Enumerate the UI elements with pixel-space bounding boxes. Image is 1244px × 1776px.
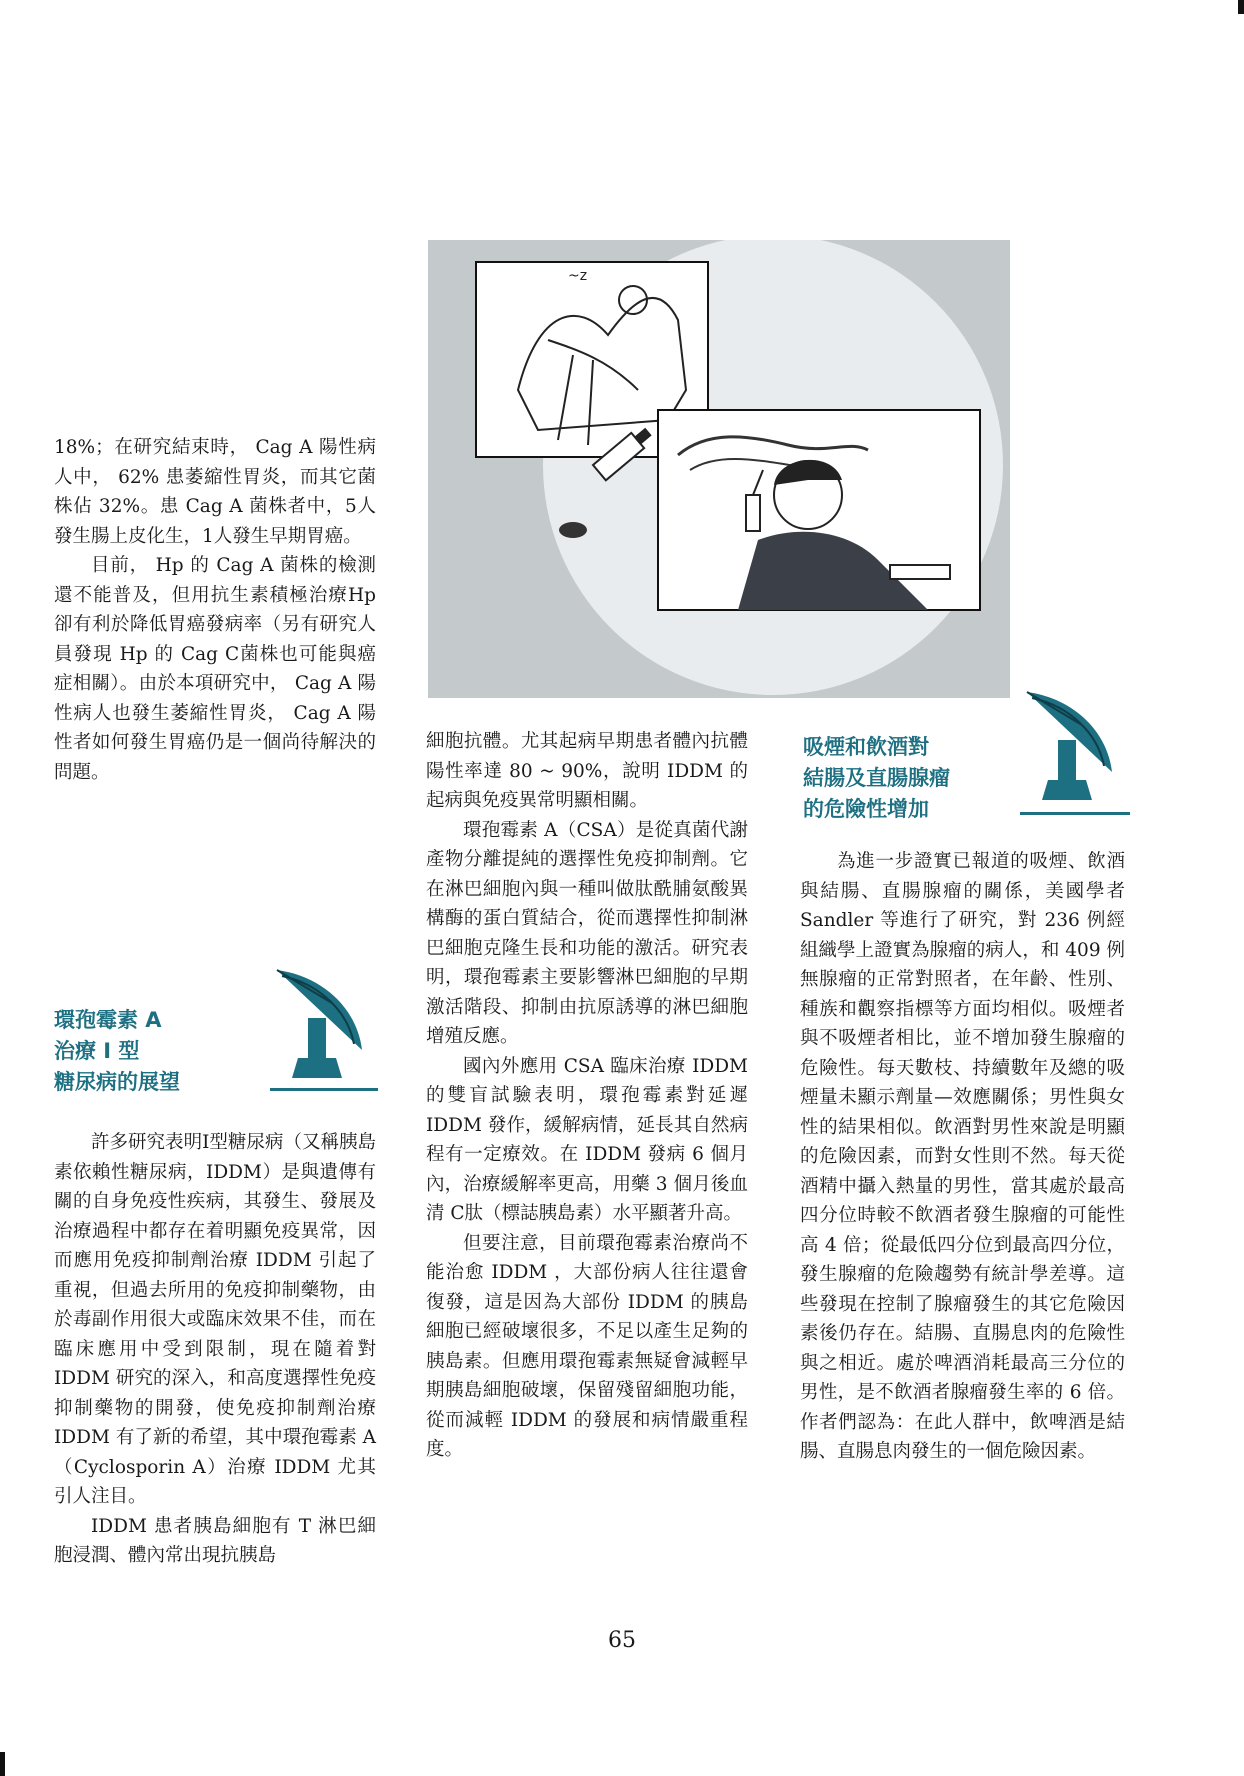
illustration-art <box>428 240 1010 698</box>
scan-mark-top-right <box>1238 0 1244 14</box>
illustration <box>428 240 1010 698</box>
paragraph: 目前， Hp 的 Cag A 菌株的檢測還不能普及，但用抗生素積極治療Hp卻有利於降低胃癌發病率（另有研究人員發現 Hp 的 Cag C菌株也可能與癌症相關）。由於本項研究中， Cag A 陽性病人也發生萎縮性胃炎， Cag A 陽性者如何發生胃癌仍是一個尚待解決的問題。 <box>54 555 376 783</box>
column-1-top <box>54 433 376 787</box>
heading-rule <box>270 1088 378 1091</box>
section-heading-cyclosporin: 環孢霉素 A 治療 I 型 糖尿病的展望 <box>54 1008 180 1094</box>
paragraph: 許多研究表明I型糖尿病（又稱胰島素依賴性糖尿病，IDDM）是與遺傳有關的自身免疫性疾病，其發生、發展及治療過程中都存在着明顯免疫異常，因而應用免疫抑制劑治療 IDDM 引起了重視，但過去所用的免疫抑制藥物，由於毒副作用很大或臨床效果不佳，而在臨床應用中受到限制，現在隨着對 IDDM 研究的深入，和高度選擇性免疫抑制藥物的開發，使免疫抑制劑治療 IDDM 有了新的希望，其中環孢霉素 A（Cyclosporin A）治療 IDDM 尤其引人注目。 <box>54 1132 376 1507</box>
paragraph: 環孢霉素 A（CSA）是從真菌代謝產物分離提純的選擇性免疫抑制劑。它在淋巴細胞內與一種叫做肽酰脯氨酸異構酶的蛋白質結合，從而選擇性抑制淋巴細胞克隆生長和功能的激活。研究表明，環孢霉素主要影響淋巴細胞的早期激活階段、抑制由抗原誘導的淋巴細胞增殖反應。 <box>426 819 748 1047</box>
column-3 <box>800 847 1125 1467</box>
section-heading-smoking-alcohol: 吸煙和飲酒對 結腸及直腸腺瘤 的危險性增加 <box>803 735 950 821</box>
satellite-dish-icon <box>1012 680 1122 808</box>
column-1-bottom <box>54 1128 376 1571</box>
paragraph: IDDM 患者胰島細胞有 T 淋巴細胞浸潤、體內常出現抗胰島 <box>54 1515 376 1566</box>
heading-rule <box>1020 812 1130 815</box>
page-number: 65 <box>608 1628 636 1653</box>
paragraph: 細胞抗體。尤其起病早期患者體內抗體陽性率達 80 ~ 90%，說明 IDDM 的起病與免疫異常明顯相關。 <box>426 731 748 811</box>
column-2 <box>426 727 748 1465</box>
paragraph: 但要注意，目前環孢霉素治療尚不能治愈 IDDM ，大部份病人往往還會復發，這是因為大部份 IDDM 的胰島細胞已經破壞很多，不足以產生足夠的胰島素。但應用環孢霉素無疑會減輕早期胰島細胞破壞，保留殘留細胞功能，從而減輕 IDDM 的發展和病情嚴重程度。 <box>426 1232 748 1460</box>
satellite-dish-icon <box>262 958 372 1086</box>
scan-mark-bottom-left <box>0 1752 5 1776</box>
svg-text:~z: ~z <box>568 268 588 284</box>
paragraph: 18%；在研究結束時， Cag A 陽性病人中， 62% 患萎縮性胃炎，而其它菌株佔 32%。患 Cag A 菌株者中，5人發生腸上皮化生，1人發生早期胃癌。 <box>54 437 376 547</box>
paragraph: 國內外應用 CSA 臨床治療 IDDM 的雙盲試驗表明，環孢霉素對延遲 IDDM 發作，緩解病情，延長其自然病程有一定療效。在 IDDM 發病 6 個月內，治療緩解率更高，用藥 3 個月後血清 C肽（標誌胰島素）水平顯著升高。 <box>426 1055 748 1224</box>
paragraph: 為進一步證實已報道的吸煙、飲酒與結腸、直腸腺瘤的關係，美國學者 Sandler 等進行了研究，對 236 例經組織學上證實為腺瘤的病人，和 409 例無腺瘤的正常對照者，在年齡、性別、種族和觀察指標等方面均相似。吸煙者與不吸煙者相比，並不增加發生腺瘤的危險性。每天數枝、持續數年及總的吸煙量未顯示劑量—效應關係；男性與女性的結果相似。飲酒對男性來說是明顯的危險因素，而對女性則不然。每天從酒精中攝入熱量的男性，當其處於最高四分位時較不飲酒者發生腺瘤的可能性高 4 倍；從最低四分位到最高四分位，發生腺瘤的危險趨勢有統計學差導。這些發現在控制了腺瘤發生的其它危險因素後仍存在。結腸、直腸息肉的危險性與之相近。處於啤酒消耗最高三分位的男性，是不飲酒者腺瘤發生率的 6 倍。作者們認為：在此人群中，飲啤酒是結腸、直腸息肉發生的一個危險因素。 <box>800 851 1125 1462</box>
